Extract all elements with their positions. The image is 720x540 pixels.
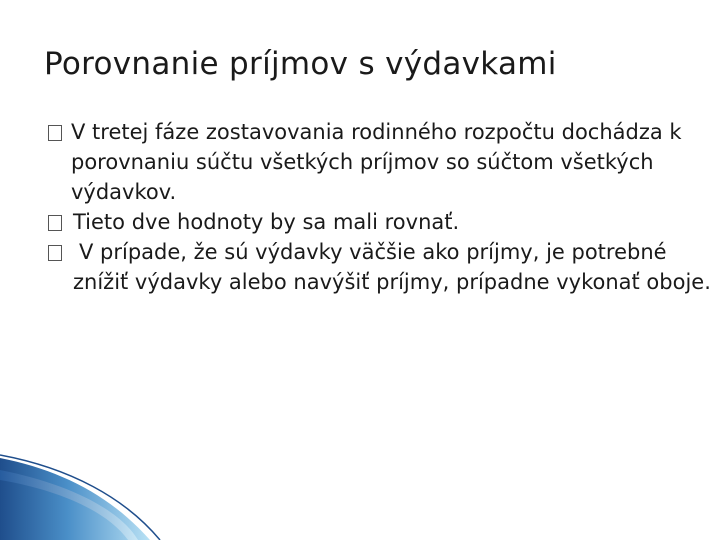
bullet-item bbox=[0, 117, 720, 207]
bullet-text: V prípade, že sú výdavky väčšie ako príjmy, je potrebné znížiť výdavky alebo navýšiť príjmy, prípadne vykonať oboje. bbox=[73, 240, 711, 294]
bullet-list bbox=[0, 117, 720, 297]
bullet-item bbox=[0, 207, 720, 237]
slide-title: Porovnanie príjmov s výdavkami bbox=[44, 46, 557, 82]
bullet-text: V tretej fáze zostavovania rodinného rozpočtu dochádza k porovnaniu súčtu všetkých príjmov so súčtom všetkých výdavkov. bbox=[71, 120, 682, 204]
decorative-wave-corner bbox=[0, 450, 720, 540]
bullet-item bbox=[0, 237, 720, 297]
checkbox-bullet-icon bbox=[48, 245, 62, 261]
bullet-text: Tieto dve hodnoty by sa mali rovnať. bbox=[73, 210, 460, 234]
checkbox-bullet-icon bbox=[48, 215, 62, 231]
checkbox-bullet-icon bbox=[48, 125, 62, 141]
